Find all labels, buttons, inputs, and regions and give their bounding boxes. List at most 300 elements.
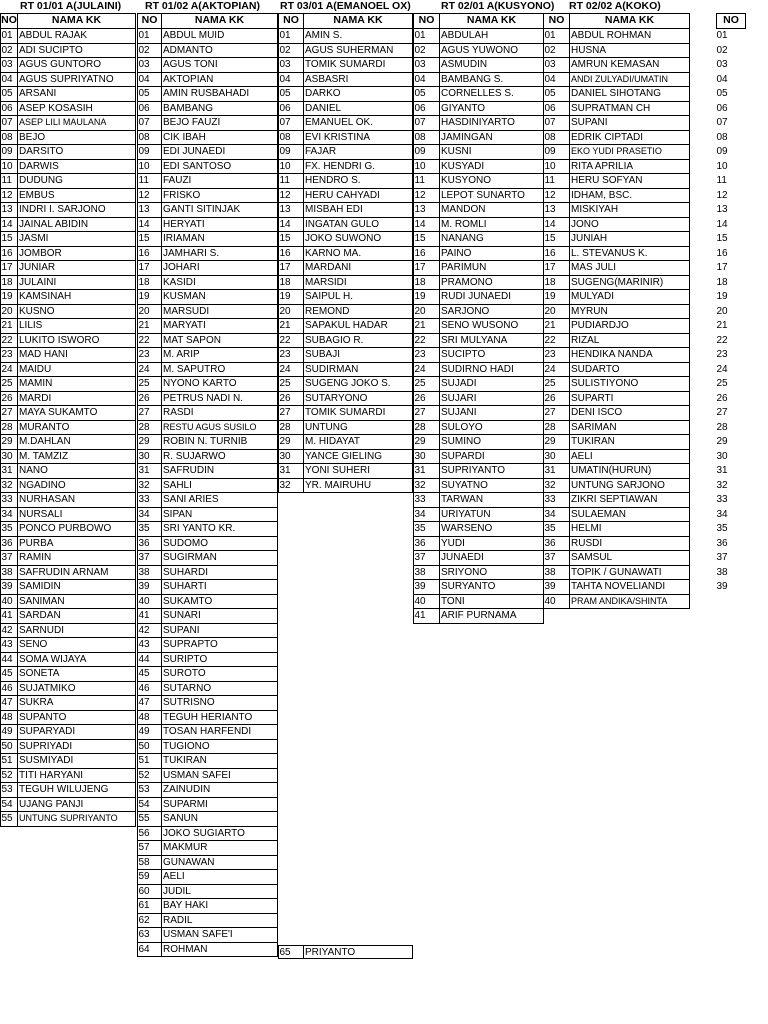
kk-name: EDI JUNAEDI [161, 145, 278, 160]
kk-name: AMIN RUSBAHADI [161, 87, 278, 102]
table-row [413, 406, 544, 421]
kk-name: SUKAMTO [161, 595, 278, 610]
kk-name: SAFRUDIN ARNAM [17, 566, 136, 581]
row-number: 12 [543, 189, 570, 204]
row-number: 20 [137, 305, 162, 320]
kk-name: HERU CAHYADI [303, 189, 413, 204]
table-row [413, 508, 544, 523]
kk-name: M. HIDAYAT [303, 435, 413, 450]
table-row [413, 131, 544, 146]
table-row [137, 392, 278, 407]
row-number: 17 [137, 261, 162, 276]
kk-name: ARSANI [17, 87, 136, 102]
row-number: 36 [716, 537, 728, 549]
table-row [278, 58, 413, 73]
row-number: 16 [543, 247, 570, 262]
row-number: 15 [278, 232, 304, 247]
kk-name: SUPANI [569, 116, 690, 131]
row-number: 37 [0, 551, 18, 566]
row-number: 20 [278, 305, 304, 320]
kk-name: DANIEL [303, 102, 413, 117]
row-number: 63 [137, 928, 162, 943]
row-number: 10 [716, 160, 728, 172]
table-row [413, 319, 544, 334]
table-row [0, 624, 136, 639]
table-row [0, 493, 136, 508]
kk-name: AMRUN KEMASAN [569, 58, 690, 73]
section-title: RT 01/02 A(AKTOPIAN) [145, 0, 260, 12]
table-row [137, 160, 278, 175]
table-row [543, 232, 690, 247]
trailing-no-row [716, 116, 746, 131]
table-row [278, 406, 413, 421]
kk-name: HUSNA [569, 44, 690, 59]
table-row [137, 450, 278, 465]
trailing-no-row [716, 450, 746, 465]
kk-name: SULISTIYONO [569, 377, 690, 392]
row-number: 42 [137, 624, 162, 639]
table-row [137, 479, 278, 494]
trailing-no-row [716, 276, 746, 291]
row-number: 33 [0, 493, 18, 508]
kk-name: SAMSUL [569, 551, 690, 566]
row-number: 41 [137, 609, 162, 624]
row-number: 42 [0, 624, 18, 639]
kk-name: RAMIN [17, 551, 136, 566]
table-row [413, 247, 544, 262]
row-number: 17 [413, 261, 440, 276]
kk-name: SUJATMIKO [17, 682, 136, 697]
table-row [0, 464, 136, 479]
table-row [0, 812, 136, 827]
table-row [137, 261, 278, 276]
row-number: 27 [278, 406, 304, 421]
table-row [543, 203, 690, 218]
row-number: 45 [137, 667, 162, 682]
kk-name: SUJANI [439, 406, 544, 421]
table-row [413, 29, 544, 44]
trailing-no-row [716, 247, 746, 262]
kk-name: AGUS GUNTORO [17, 58, 136, 73]
row-number: 18 [137, 276, 162, 291]
row-number: 38 [137, 566, 162, 581]
table-row [0, 740, 136, 755]
kk-name: SIPAN [161, 508, 278, 523]
kk-name: EDI SANTOSO [161, 160, 278, 175]
kk-name: ADMANTO [161, 44, 278, 59]
row-number: 10 [278, 160, 304, 175]
row-number: 27 [137, 406, 162, 421]
table-row [137, 725, 278, 740]
kk-name: MAMIN [17, 377, 136, 392]
kk-name: RIZAL [569, 334, 690, 349]
kk-name: TARWAN [439, 493, 544, 508]
trailing-no-row [716, 566, 746, 581]
kk-name: SANIMAN [17, 595, 136, 610]
kk-name: SANUN [161, 812, 278, 827]
table-row [413, 145, 544, 160]
row-number: 48 [0, 711, 18, 726]
row-number: 21 [0, 319, 18, 334]
kk-name: INGATAN GULO [303, 218, 413, 233]
kk-name: SANI ARIES [161, 493, 278, 508]
kk-name: JOMBOR [17, 247, 136, 262]
table-row [543, 29, 690, 44]
row-number: 51 [137, 754, 162, 769]
table-row [137, 827, 278, 842]
kk-name: AKTOPIAN [161, 73, 278, 88]
kk-name: JAMINGAN [439, 131, 544, 146]
table-row [543, 406, 690, 421]
kk-name: BAY HAKI [161, 899, 278, 914]
row-number: 15 [543, 232, 570, 247]
kk-name: TAHTA NOVELIANDI [569, 580, 690, 595]
row-number: 58 [137, 856, 162, 871]
row-number: 14 [278, 218, 304, 233]
section-title: RT 01/01 A(JULAINI) [20, 0, 122, 12]
kk-name: MARSUDI [161, 305, 278, 320]
kk-name: NANO [17, 464, 136, 479]
kk-name: R. SUJARWO [161, 450, 278, 465]
kk-name: MAS JULI [569, 261, 690, 276]
kk-name: SUPARTI [569, 392, 690, 407]
trailing-no-row [716, 377, 746, 392]
table-row [0, 203, 136, 218]
row-number: 15 [137, 232, 162, 247]
table-row [137, 580, 278, 595]
kk-name: AGUS SUPRIYATNO [17, 73, 136, 88]
kk-name: PRAM ANDIKA/SHINTA [569, 595, 690, 610]
table-row [0, 290, 136, 305]
row-number: 20 [543, 305, 570, 320]
table-row [0, 377, 136, 392]
kk-name: KASIDI [161, 276, 278, 291]
kk-name: TITI HARYANI [17, 769, 136, 784]
table-row [543, 464, 690, 479]
kk-name: JOKO SUWONO [303, 232, 413, 247]
table-row [543, 537, 690, 552]
kk-name: DUDUNG [17, 174, 136, 189]
kk-name: NYONO KARTO [161, 377, 278, 392]
row-number: 24 [543, 363, 570, 378]
row-number: 12 [278, 189, 304, 204]
row-number: 35 [137, 522, 162, 537]
table-row [413, 305, 544, 320]
kk-name: JONO [569, 218, 690, 233]
trailing-no-header [716, 13, 746, 29]
row-number: 50 [137, 740, 162, 755]
row-number: 33 [413, 493, 440, 508]
kk-name: SARIMAN [569, 421, 690, 436]
kk-name: PURBA [17, 537, 136, 552]
table-row [413, 392, 544, 407]
kk-name: SUCIPTO [439, 348, 544, 363]
trailing-no-row [716, 189, 746, 204]
row-number: 38 [0, 566, 18, 581]
kk-name: AGUS YUWONO [439, 44, 544, 59]
table-header [278, 13, 413, 29]
table-row [137, 44, 278, 59]
row-number: 21 [137, 319, 162, 334]
row-number: 03 [413, 58, 440, 73]
table-row [413, 479, 544, 494]
row-number: 51 [0, 754, 18, 769]
kk-name: EDRIK CIPTADI [569, 131, 690, 146]
table-row [413, 160, 544, 175]
kk-name: RESTU AGUS SUSILO [161, 421, 278, 436]
table-row [0, 218, 136, 233]
kk-name: EMBUS [17, 189, 136, 204]
kk-name: FX. HENDRI G. [303, 160, 413, 175]
kk-name: ASEP KOSASIH [17, 102, 136, 117]
table-row [0, 783, 136, 798]
table-row [413, 218, 544, 233]
table-row [137, 102, 278, 117]
table-row [413, 435, 544, 450]
row-number: 18 [543, 276, 570, 291]
row-number: 30 [137, 450, 162, 465]
table-row [0, 653, 136, 668]
kk-name: SAMIDIN [17, 580, 136, 595]
row-number: 22 [716, 334, 728, 346]
kk-name: PETRUS NADI N. [161, 392, 278, 407]
table-row [137, 914, 278, 929]
row-number: 06 [137, 102, 162, 117]
table-row [0, 711, 136, 726]
table-row [543, 261, 690, 276]
table-row [0, 160, 136, 175]
row-number: 28 [716, 421, 728, 433]
table-row [0, 102, 136, 117]
row-number: 22 [543, 334, 570, 349]
row-number: 29 [278, 435, 304, 450]
row-number: 16 [137, 247, 162, 262]
kk-name: ABDUL RAJAK [17, 29, 136, 44]
row-number: 10 [0, 160, 18, 175]
kk-name: AMIN S. [303, 29, 413, 44]
row-number: 56 [137, 827, 162, 842]
row-number: 17 [543, 261, 570, 276]
row-number: 13 [0, 203, 18, 218]
row-number: 22 [137, 334, 162, 349]
row-number: 09 [543, 145, 570, 160]
kk-name: ZAINUDIN [161, 783, 278, 798]
table-row [543, 73, 690, 88]
table-row [413, 421, 544, 436]
row-number: 38 [716, 566, 728, 578]
kk-name: SUGENG(MARINIR) [569, 276, 690, 291]
kk-name: SUPARMI [161, 798, 278, 813]
table-row [413, 276, 544, 291]
kk-name: SULOYO [439, 421, 544, 436]
kk-name: SUDOMO [161, 537, 278, 552]
kk-name: MARYATI [161, 319, 278, 334]
table-row [413, 363, 544, 378]
table-row [413, 87, 544, 102]
table-row [278, 189, 413, 204]
table-row [137, 856, 278, 871]
kk-name: SUDIRNO HADI [439, 363, 544, 378]
row-number: 45 [0, 667, 18, 682]
table-row [413, 174, 544, 189]
row-number: 05 [413, 87, 440, 102]
trailing-no-row [716, 145, 746, 160]
row-number: 22 [0, 334, 18, 349]
table-row [543, 551, 690, 566]
table-row [0, 479, 136, 494]
row-number: 15 [413, 232, 440, 247]
row-number: 02 [0, 44, 18, 59]
table-row [278, 102, 413, 117]
table-row [0, 58, 136, 73]
table-row [137, 609, 278, 624]
row-number: 17 [0, 261, 18, 276]
table-row [137, 348, 278, 363]
row-number: 19 [137, 290, 162, 305]
table-row [543, 319, 690, 334]
kk-name: MISKIYAH [569, 203, 690, 218]
row-number: 11 [543, 174, 570, 189]
row-number: 28 [543, 421, 570, 436]
kk-name: SRI YANTO KR. [161, 522, 278, 537]
table-row [543, 174, 690, 189]
row-number: 46 [137, 682, 162, 697]
table-row [137, 740, 278, 755]
row-number: 13 [716, 204, 728, 215]
kk-name: SURYANTO [439, 580, 544, 595]
table-row [0, 595, 136, 610]
row-number: 03 [0, 58, 18, 73]
row-number: 44 [0, 653, 18, 668]
row-number: 41 [0, 609, 18, 624]
kk-name: TOMIK SUMARDI [303, 406, 413, 421]
header-name: NAMA KK [439, 13, 544, 29]
kk-name: JAINAL ABIDIN [17, 218, 136, 233]
kk-name: WARSENO [439, 522, 544, 537]
kk-name: L. STEVANUS K. [569, 247, 690, 262]
trailing-no-row [716, 305, 746, 320]
row-number: 29 [0, 435, 18, 450]
kk-name: UNTUNG SUPRIYANTO [17, 812, 136, 827]
table-row [0, 116, 136, 131]
table-row [0, 334, 136, 349]
table-row [543, 276, 690, 291]
table-row [543, 363, 690, 378]
table-row [413, 290, 544, 305]
kk-name: TEGUH WILUJENG [17, 783, 136, 798]
trailing-no-row [716, 493, 746, 508]
row-number: 16 [413, 247, 440, 262]
kk-name: SUKRA [17, 696, 136, 711]
row-number: 35 [543, 522, 570, 537]
table-row [543, 421, 690, 436]
kk-name: BAMBANG S. [439, 73, 544, 88]
kk-name: ASEP LILI MAULANA [17, 116, 136, 131]
kk-name: GIYANTO [439, 102, 544, 117]
table-row [278, 131, 413, 146]
row-number: 11 [413, 174, 440, 189]
row-number: 30 [413, 450, 440, 465]
table-row [0, 392, 136, 407]
header-no: NO [716, 13, 746, 29]
row-number: 32 [716, 479, 728, 491]
row-number: 33 [543, 493, 570, 508]
row-number: 06 [413, 102, 440, 117]
row-number: 40 [0, 595, 18, 610]
kk-name: KUSNO [17, 305, 136, 320]
trailing-no-row [716, 537, 746, 552]
kk-name: JOKO SUGIARTO [161, 827, 278, 842]
table-row [543, 334, 690, 349]
row-number: 08 [716, 131, 728, 143]
table-row [413, 377, 544, 392]
row-number: 24 [0, 363, 18, 378]
table-row [137, 493, 278, 508]
row-number: 27 [716, 407, 728, 418]
kk-name: SUBAJI [303, 348, 413, 363]
row-number: 13 [137, 203, 162, 218]
row-number: 19 [413, 290, 440, 305]
kk-name: KUSYONO [439, 174, 544, 189]
row-number: 19 [278, 290, 304, 305]
row-number: 32 [278, 479, 304, 494]
row-number: 31 [543, 464, 570, 479]
table-row [413, 232, 544, 247]
row-number: 37 [543, 551, 570, 566]
table-row [413, 566, 544, 581]
row-number: 17 [278, 261, 304, 276]
table-row [413, 493, 544, 508]
header-name: NAMA KK [569, 13, 690, 29]
kk-name: LEPOT SUNARTO [439, 189, 544, 204]
row-number: 25 [0, 377, 18, 392]
row-number: 34 [413, 508, 440, 523]
row-number: 44 [137, 653, 162, 668]
table-row [543, 595, 690, 610]
row-number: 54 [137, 798, 162, 813]
kk-name: SARJONO [439, 305, 544, 320]
kk-name: DARSITO [17, 145, 136, 160]
kk-name: DARKO [303, 87, 413, 102]
kk-name: SUDIRMAN [303, 363, 413, 378]
table-row [0, 421, 136, 436]
header-no: NO [0, 13, 18, 29]
table-row [137, 464, 278, 479]
row-number: 32 [413, 479, 440, 494]
trailing-no-row [716, 102, 746, 117]
row-number: 17 [716, 262, 728, 273]
row-number: 43 [0, 638, 18, 653]
kk-name: ROBIN N. TURNIB [161, 435, 278, 450]
kk-name: MULYADI [569, 290, 690, 305]
kk-name: ZIKRI SEPTIAWAN [569, 493, 690, 508]
row-number: 55 [137, 812, 162, 827]
kk-name: KAMSINAH [17, 290, 136, 305]
kk-name: PONCO PURBOWO [17, 522, 136, 537]
row-number: 07 [0, 116, 18, 131]
kk-name: IDHAM, BSC. [569, 189, 690, 204]
row-number: 13 [278, 203, 304, 218]
table-row [278, 334, 413, 349]
kk-name: MARDANI [303, 261, 413, 276]
table-row [278, 479, 413, 494]
kk-name: GANTI SITINJAK [161, 203, 278, 218]
row-number: 37 [137, 551, 162, 566]
table-row [0, 798, 136, 813]
header-name: NAMA KK [161, 13, 278, 29]
row-number: 08 [0, 131, 18, 146]
table-row [278, 203, 413, 218]
